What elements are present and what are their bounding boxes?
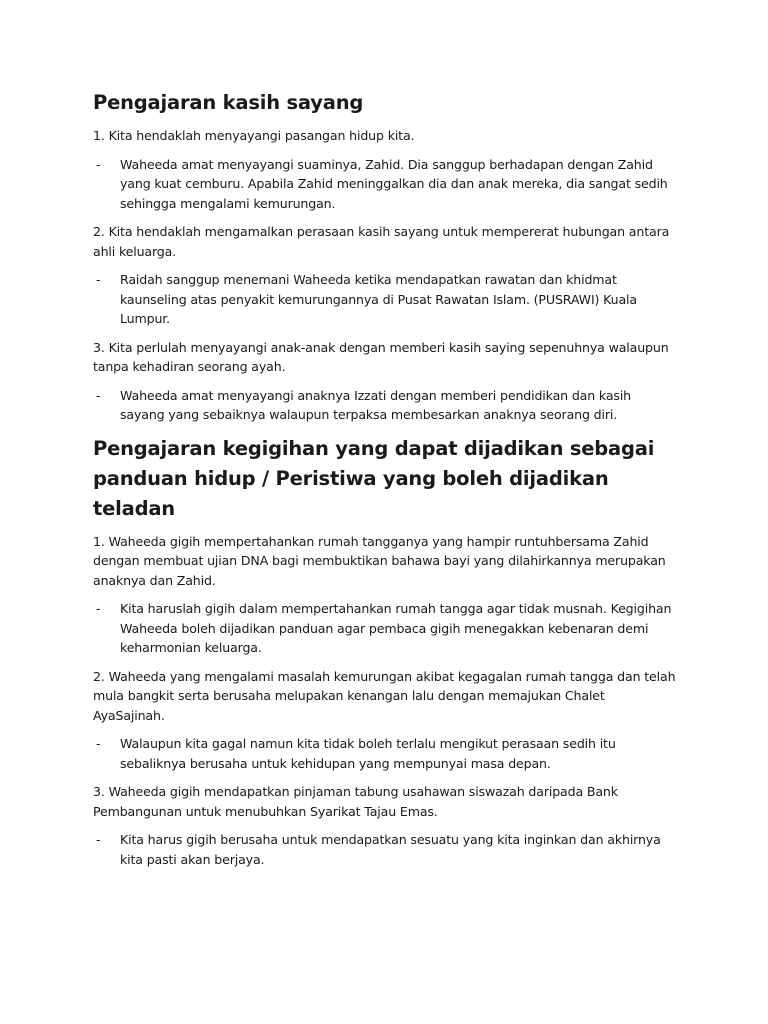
document-page [93, 88, 679, 878]
point-1: 1. Waheeda gigih mempertahankan rumah tangganya yang hampir runtuhbersama Zahid dengan membuat ujian DNA bagi membuktikan bahawa bayi yang dilahirkannya merupakan anaknya dan Zahid. [93, 533, 666, 588]
bullet-text: Walaupun kita gagal namun kita tidak boleh terlalu mengikut perasaan sedih itu sebaliknya berusaha untuk kehidupan yang mempunyai masa depan. [120, 736, 616, 771]
point-2: 2. Kita hendaklah mengamalkan perasaan kasih sayang untuk mempererat hubungan antara ahli keluarga. [93, 224, 670, 259]
point-2: 2. Waheeda yang mengalami masalah kemurungan akibat kegagalan rumah tangga dan telah mula bangkit serta berusaha melupakan kenangan lalu dengan memajukan Chalet AyaSajinah. [93, 668, 676, 723]
bullet-item [93, 830, 679, 869]
bullet-text: Waheeda amat menyayangi anaknya Izzati dengan memberi pendidikan dan kasih sayang yang sebaiknya walaupun terpaksa membesarkan anaknya seorang diri. [120, 387, 632, 422]
dash-marker: - [96, 832, 101, 847]
section-heading-kegigihan: Pengajaran kegigihan yang dapat dijadikan sebagai panduan hidup / Peristiwa yang boleh dijadikan teladan [93, 436, 655, 520]
section-heading-kasih-sayang: Pengajaran kasih sayang [93, 91, 364, 114]
bullet-item [93, 155, 679, 214]
bullet-item [93, 734, 679, 773]
point-3: 3. Kita perlulah menyayangi anak-anak dengan memberi kasih saying sepenuhnya walaupun tanpa kehadiran seorang ayah. [93, 339, 669, 374]
dash-marker: - [96, 736, 101, 751]
bullet-text: Kita haruslah gigih dalam mempertahankan rumah tangga agar tidak musnah. Kegigihan Waheeda boleh dijadikan panduan agar pembaca gigih menegakkan kebenaran demi keharmonian keluarga. [120, 601, 672, 655]
bullet-item [93, 599, 679, 658]
dash-marker: - [96, 272, 101, 287]
bullet-text: Raidah sanggup menemani Waheeda ketika mendapatkan rawatan dan khidmat kaunseling atas penyakit kemurungannya di Pusat Rawatan Islam. (PUSRAWI) Kuala Lumpur. [120, 272, 637, 326]
dash-marker: - [96, 156, 101, 172]
bullet-text: Kita harus gigih berusaha untuk mendapatkan sesuatu yang kita inginkan dan akhirnya kita pasti akan berjaya. [120, 832, 661, 867]
dash-marker: - [96, 387, 101, 403]
dash-marker: - [96, 601, 101, 616]
bullet-item [93, 270, 679, 329]
point-3: 3. Waheeda gigih mendapatkan pinjaman tabung usahawan siswazah daripada Bank Pembangunan untuk menubuhkan Syarikat Tajau Emas. [93, 784, 618, 819]
bullet-text: Waheeda amat menyayangi suaminya, Zahid. Dia sanggup berhadapan dengan Zahid yang kuat cemburu. Apabila Zahid meninggalkan dia dan anak mereka, dia sangat sedih sehingga mengalami kemurungan. [120, 156, 668, 211]
point-1: 1. Kita hendaklah menyayangi pasangan hidup kita. [93, 128, 415, 143]
bullet-item [93, 386, 679, 425]
